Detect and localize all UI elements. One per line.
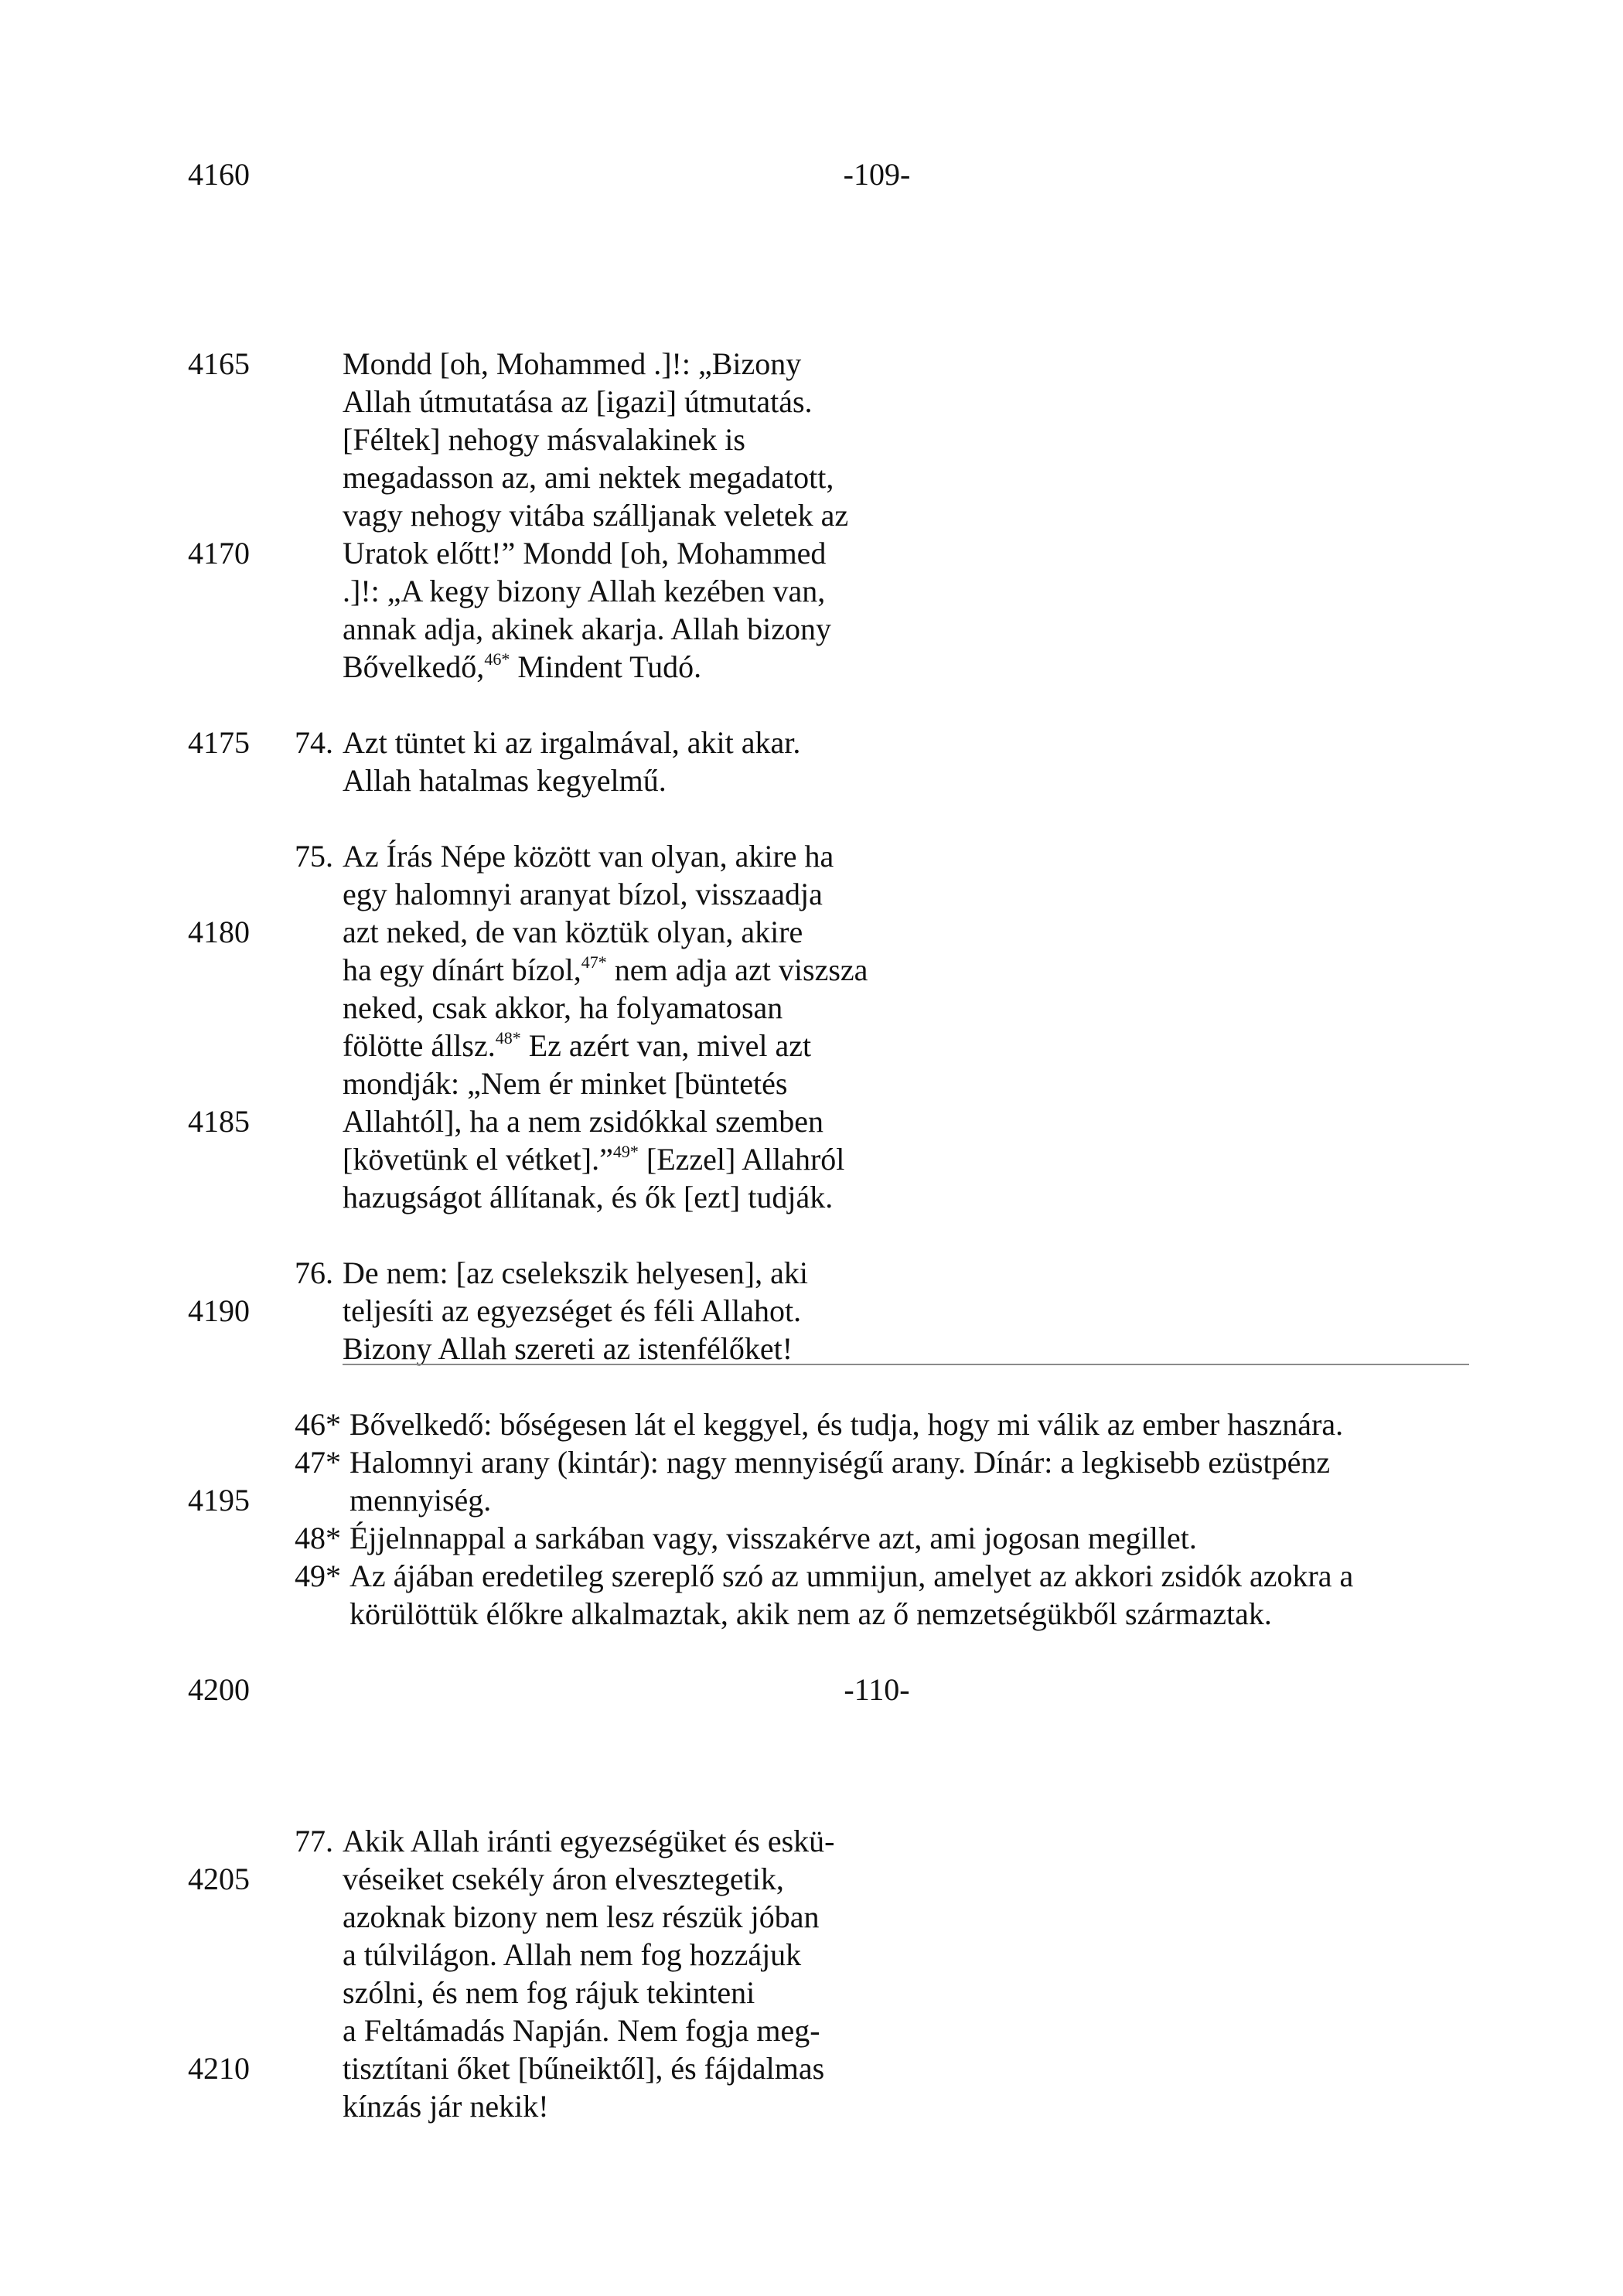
line-number: 4170	[188, 536, 250, 571]
verse-text	[343, 1027, 811, 1065]
text-run: Halomnyi arany (kintár): nagy mennyiségű arany. Dínár: a legkisebb ezüstpénz	[349, 1445, 1331, 1480]
text-run: szólni, és nem fog rájuk tekinteni	[343, 1975, 755, 2010]
text-row	[0, 269, 1623, 307]
text-row	[0, 1065, 1623, 1102]
text-row	[0, 1746, 1623, 1784]
text-run: azoknak bizony nem lesz részük jóban	[343, 1899, 820, 1934]
verse-text	[343, 761, 667, 799]
verse-text	[343, 2012, 820, 2049]
text-row	[0, 307, 1623, 345]
text-row	[0, 2087, 1623, 2125]
footnote-reference[interactable]: 48*	[495, 1028, 521, 1048]
text-run: Ez azért van, mivel azt	[520, 1028, 812, 1063]
verse-text	[343, 572, 825, 610]
text-row	[0, 1254, 1623, 1292]
text-row	[0, 648, 1623, 686]
footnote-marker: 47*	[295, 1445, 341, 1480]
line-number: 4200	[188, 1672, 250, 1707]
text-row	[0, 193, 1623, 231]
verse-text	[343, 345, 801, 383]
text-run: De nem: [az cselekszik helyesen], aki	[343, 1255, 808, 1290]
text-run: azt neked, de van köztük olyan, akire	[343, 915, 803, 949]
text-row	[0, 1974, 1623, 2012]
text-row	[0, 1633, 1623, 1671]
text-row	[0, 383, 1623, 421]
text-row	[0, 1936, 1623, 1974]
text-run: Allahtól], ha a nem zsidókkal szemben	[343, 1104, 824, 1139]
text-row	[0, 799, 1623, 837]
text-row	[0, 1216, 1623, 1254]
footnote-separator-rule	[343, 1364, 1469, 1365]
text-run: Mindent Tudó.	[510, 649, 702, 684]
text-run: Bizony Allah szereti az istenfélőket!	[343, 1331, 793, 1366]
text-run: mondják: „Nem ér minket [büntetés	[343, 1066, 788, 1101]
verse-text	[343, 989, 783, 1027]
footnote-text	[349, 1557, 1353, 1595]
text-run: Allah hatalmas kegyelmű.	[343, 763, 667, 798]
line-number: 4180	[188, 915, 250, 949]
footnote-text	[349, 1595, 1272, 1633]
text-row	[0, 2012, 1623, 2049]
text-row	[0, 1860, 1623, 1898]
text-row	[0, 1330, 1623, 1368]
text-run: hazugságot állítanak, és ők [ezt] tudják.	[343, 1180, 834, 1214]
text-run: tisztítani őket [bűneiktől], és fájdalmas	[343, 2051, 825, 2086]
verse-text	[343, 458, 834, 496]
verse-text	[343, 383, 813, 421]
text-row	[0, 1822, 1623, 1860]
text-row	[0, 1140, 1623, 1178]
text-run: Az Írás Népe között van olyan, akire ha	[343, 839, 834, 874]
text-row	[0, 1595, 1623, 1633]
text-row	[0, 1443, 1623, 1481]
verse-text	[343, 1254, 808, 1292]
text-row	[0, 1102, 1623, 1140]
text-row	[0, 1368, 1623, 1405]
text-run: [követünk el vétket].”	[343, 1142, 613, 1177]
verse-text	[343, 913, 803, 951]
text-run: körülöttük élőkre alkalmaztak, akik nem az ő nemzetségükből származtak.	[349, 1596, 1272, 1631]
verse-text	[343, 1102, 823, 1140]
text-run: vagy nehogy vitába szálljanak veletek az	[343, 498, 849, 533]
text-row	[0, 231, 1623, 269]
page-number: -109-	[843, 157, 911, 192]
line-number: 4205	[188, 1862, 250, 1896]
verse-text	[343, 875, 823, 913]
line-number: 4195	[188, 1483, 250, 1518]
line-number: 4165	[188, 346, 250, 381]
footnote-text	[349, 1481, 491, 1519]
text-row	[0, 572, 1623, 610]
text-row	[0, 1178, 1623, 1216]
text-run: Éjjelnnappal a sarkában vagy, visszakérve azt, ami jogosan megillet.	[349, 1521, 1197, 1555]
text-row	[0, 875, 1623, 913]
verse-text	[343, 1330, 793, 1368]
text-row	[0, 610, 1623, 648]
text-run: [Féltek] nehogy másvalakinek is	[343, 422, 745, 457]
verse-text	[343, 1178, 833, 1216]
text-run: ha egy dínárt bízol,	[343, 952, 581, 987]
verse-text	[343, 2049, 824, 2087]
text-row	[0, 534, 1623, 572]
text-row	[0, 496, 1623, 534]
footnote-text	[349, 1405, 1343, 1443]
text-row	[0, 1784, 1623, 1822]
verse-number: 76.	[295, 1255, 333, 1290]
verse-number: 77.	[295, 1824, 333, 1858]
text-row	[0, 1027, 1623, 1065]
footnote-reference[interactable]: 47*	[581, 952, 607, 972]
text-row	[0, 761, 1623, 799]
text-row	[0, 724, 1623, 761]
text-run: annak adja, akinek akarja. Allah bizony	[343, 611, 831, 646]
text-run: Az ájában eredetileg szereplő szó az ummijun, amelyet az akkori zsidók azokra a	[349, 1558, 1354, 1593]
verse-text	[343, 1822, 834, 1860]
text-run: .]!: „A kegy bizony Allah kezében van,	[343, 574, 826, 608]
footnote-marker: 48*	[295, 1521, 341, 1555]
verse-text	[343, 2087, 549, 2125]
verse-text	[343, 1974, 755, 2012]
text-run: kínzás jár nekik!	[343, 2089, 549, 2124]
verse-text	[343, 1140, 844, 1178]
text-row	[0, 421, 1623, 458]
text-run: a túlvilágon. Allah nem fog hozzájuk	[343, 1937, 802, 1972]
verse-text	[343, 1065, 787, 1102]
text-run: fölötte állsz.	[343, 1028, 496, 1063]
verse-number: 74.	[295, 725, 333, 760]
text-row	[0, 1671, 1623, 1708]
verse-text	[343, 648, 701, 686]
footnote-text	[349, 1443, 1330, 1481]
verse-text	[343, 496, 848, 534]
text-run: Mondd [oh, Mohammed .]!: „Bizony	[343, 346, 802, 381]
line-number: 4160	[188, 157, 250, 192]
verse-text	[343, 1936, 801, 1974]
text-run: Bővelkedő: bőségesen lát el keggyel, és tudja, hogy mi válik az ember hasznára.	[349, 1407, 1344, 1442]
text-row	[0, 1405, 1623, 1443]
text-run: mennyiség.	[349, 1483, 492, 1518]
text-row	[0, 1557, 1623, 1595]
text-row	[0, 1481, 1623, 1519]
text-row	[0, 837, 1623, 875]
verse-text	[343, 837, 834, 875]
verse-text	[343, 951, 868, 989]
text-run: nem adja azt viszsza	[606, 952, 868, 987]
footnote-reference[interactable]: 49*	[612, 1142, 639, 1161]
text-row	[0, 345, 1623, 383]
line-number: 4175	[188, 725, 250, 760]
footnote-text	[349, 1519, 1197, 1557]
text-run: neked, csak akkor, ha folyamatosan	[343, 990, 783, 1025]
text-run: teljesíti az egyezséget és féli Allahot.	[343, 1293, 802, 1328]
verse-text	[343, 1860, 784, 1898]
verse-text	[343, 724, 800, 761]
text-run: megadasson az, ami nektek megadatott,	[343, 460, 834, 495]
text-run: Akik Allah iránti egyezségüket és eskü-	[343, 1824, 835, 1858]
page-number: -110-	[844, 1672, 910, 1707]
footnote-marker: 49*	[295, 1558, 341, 1593]
text-run: egy halomnyi aranyat bízol, visszaadja	[343, 877, 823, 911]
text-row	[0, 155, 1623, 193]
text-row	[0, 686, 1623, 724]
line-number: 4210	[188, 2051, 250, 2086]
text-run: Allah útmutatása az [igazi] útmutatás.	[343, 384, 813, 419]
verse-text	[343, 1292, 801, 1330]
text-row	[0, 1292, 1623, 1330]
text-row	[0, 1708, 1623, 1746]
text-row	[0, 951, 1623, 989]
text-row	[0, 458, 1623, 496]
text-run: a Feltámadás Napján. Nem fogja meg-	[343, 2013, 820, 2048]
footnote-reference[interactable]: 46*	[484, 649, 510, 669]
text-row	[0, 913, 1623, 951]
text-run: [Ezzel] Allahról	[638, 1142, 845, 1177]
verse-number: 75.	[295, 839, 333, 874]
verse-text	[343, 534, 826, 572]
text-run: Azt tüntet ki az irgalmával, akit akar.	[343, 725, 801, 760]
line-number: 4190	[188, 1293, 250, 1328]
text-run: Uratok előtt!” Mondd [oh, Mohammed	[343, 536, 827, 571]
text-row	[0, 2049, 1623, 2087]
footnote-marker: 46*	[295, 1407, 341, 1442]
verse-text	[343, 421, 745, 458]
text-row	[0, 1519, 1623, 1557]
text-run: véseiket csekély áron elvesztegetik,	[343, 1862, 784, 1896]
verse-text	[343, 610, 831, 648]
text-run: Bővelkedő,	[343, 649, 485, 684]
verse-text	[343, 1898, 819, 1936]
text-row	[0, 1898, 1623, 1936]
text-row	[0, 989, 1623, 1027]
line-number: 4185	[188, 1104, 250, 1139]
